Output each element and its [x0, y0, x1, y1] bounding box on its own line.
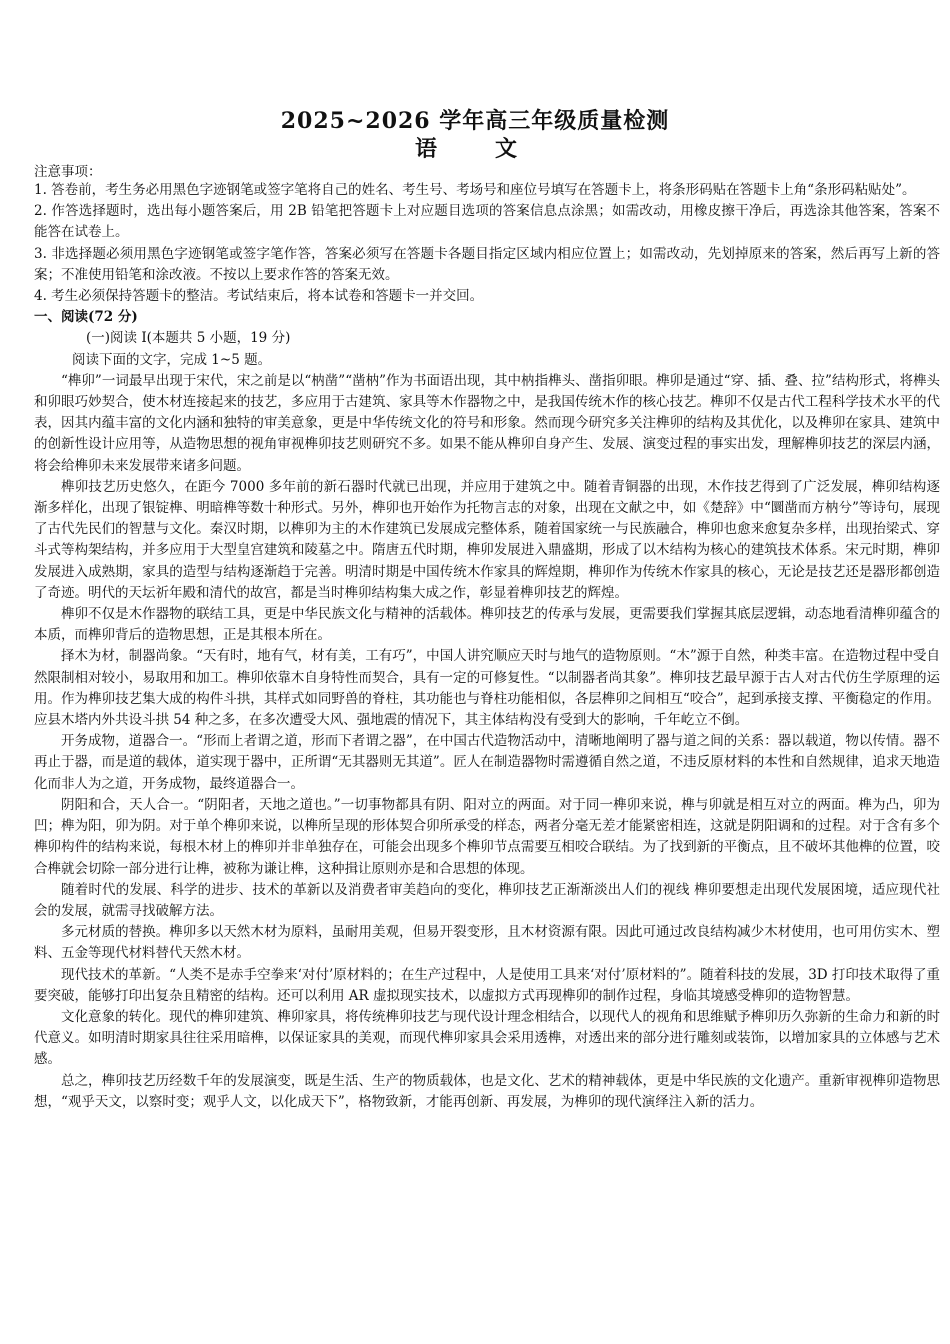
notice-item-1: 1. 答卷前，考生务必用黑色字迹钢笔或签字笔将自己的姓名、考生号、考场号和座位号填写在答题卡上，将条形码贴在答题卡上角“条形码粘贴处”。	[34, 182, 916, 198]
notice-item-4: 4. 考生必须保持答题卡的整洁。考试结束后，将本试卷和答题卡一并交回。	[34, 288, 484, 305]
passage-paragraph: 现代技术的革新。“人类不是赤手空拳来‘对付’原材料的；在生产过程中，人是使用工具来‘对付’原材料的”。随着科技的发展，3D 打印技术取得了重要突破，能够打印出复杂且精密的结构。还可以利用 AR 虚拟现实技术，以虚拟方式再现榫卯的制作过程，身临其境感受榫卯的造物智慧。	[34, 966, 940, 1004]
subject-title: 语 文	[414, 136, 535, 162]
passage-paragraph: 文化意象的转化。现代的榫卯建筑、榫卯家具，将传统榫卯技艺与现代设计理念相结合，以现代人的视角和思维赋予榫卯历久弥新的生命力和新的时代意义。如明清时期家具往往采用暗榫，以保证家具的美观，而现代榫卯家具会采用透榫，对透出来的部分进行雕刻或装饰，以增加家具的立体感与艺术感。	[34, 1008, 940, 1068]
exam-content	[34, 180, 940, 1113]
passage-paragraph: 阴阳和合，天人合一。“阴阳者，天地之道也。”一切事物都具有阴、阳对立的两面。对于同一榫卯来说，榫与卯就是相互对立的两面。榫为凸，卯为凹；榫为阳，卯为阴。对于单个榫卯来说，以榫所呈现的形体契合卯所承受的样态，两者分毫无差才能紧密相连，这就是阴阳调和的过程。对于含有多个榫卯构件的结构来说，每根木材上的榫卯并非单独存在，可能会出现多个榫卯节点需要互相咬合联结。为了找到新的平衡点，且不破坏其他榫的位置，咬合榫就会切除一部分进行让榫，被称为谦让榫，这种揖让原则亦是和合思想的体现。	[34, 796, 940, 877]
passage-paragraph: 择木为材，制器尚象。“天有时，地有气，材有美，工有巧”，中国人讲究顺应天时与地气的造物原则。“木”源于自然，种类丰富。在造物过程中受自然限制相对较小，易取用和加工。榫卯依靠木自身特性而契合，具有一定的可修复性。“以制器者尚其象”。榫卯技艺最早源于古人对古代仿生学原理的运用。作为榫卯技艺集大成的构件斗拱，其样式如同野兽的脊柱，其功能也与脊柱功能相似，各层榫卯之间相互“咬合”，起到承接支撑、平衡稳定的作用。应县木塔内外共设斗拱 54 种之多，在多次遭受大风、强地震的情况下，其主体结构没有受到大的影响，千年屹立不倒。	[34, 648, 940, 729]
notice-item-3: 3. 非选择题必须用黑色字迹钢笔或签字笔作答，答案必须写在答题卡各题目指定区域内相应位置上；如需改动，先划掉原来的答案，然后再写上新的答案；不准使用铅笔和涂改液。不按以上要求作答的答案无效。	[34, 245, 940, 283]
notice-item-2: 2. 作答选择题时，选出每小题答案后，用 2B 铅笔把答题卡上对应题目选项的答案信息点涂黑；如需改动，用橡皮擦干净后，再选涂其他答案，答案不能答在试卷上。	[34, 203, 940, 241]
passage-paragraph: 随着时代的发展、科学的进步、技术的革新以及消费者审美趋向的变化，榫卯技艺正渐渐淡出人们的视线 榫卯要想走出现代发展困境，适应现代社会的发展，就需寻找破解方法。	[34, 881, 940, 919]
section-heading: 一、阅读(72 分)	[34, 309, 138, 326]
exam-title: 2025~2026 学年高三年级质量检测	[280, 108, 670, 134]
reading-instruction: 阅读下面的文字，完成 1~5 题。	[72, 351, 272, 368]
passage-paragraph: 总之，榫卯技艺历经数千年的发展演变，既是生活、生产的物质载体，也是文化、艺术的精神载体，更是中华民族的文化遗产。重新审视榫卯造物思想，“观乎天文，以察时变；观乎人文，以化成天下”，格物致新，才能再创新、再发展，为榫卯的现代演绎注入新的活力。	[34, 1072, 940, 1110]
section-subheading: (一)阅读 I(本题共 5 小题，19 分)	[86, 330, 291, 347]
notice-heading: 注意事项：	[34, 164, 102, 180]
passage-paragraph: “榫卯”一词最早出现于宋代，宋之前是以“枘凿”“凿枘”作为书面语出现，其中枘指榫头、凿指卯眼。榫卯是通过“穿、插、叠、拉”结构形式，将榫头和卯眼巧妙契合，使木材连接起来的技艺，多应用于古建筑、家具等木作器物之中，是我国传统木作的核心技艺。榫卯不仅是古代工程科学技术水平的代表，因其内蕴丰富的文化内涵和独特的审美意象，更是中华传统文化的符号和形象。然而现今研究多关注榫卯的结构及其优化，以及榫卯在家具、建筑中的创新性设计应用等，从造物思想的视角审视榫卯技艺则研究不多。如果不能从榫卯自身产生、发展、演变过程的事实出发，理解榫卯技艺的深层内涵，将会给榫卯未来发展带来诸多问题。	[34, 372, 940, 474]
passage-paragraph: 榫卯不仅是木作器物的联结工具，更是中华民族文化与精神的活载体。榫卯技艺的传承与发展，更需要我们掌握其底层逻辑，动态地看清榫卯蕴含的本质，而榫卯背后的造物思想，正是其根本所在。	[34, 606, 940, 644]
passage-paragraph: 榫卯技艺历史悠久，在距今 7000 多年前的新石器时代就已出现，并应用于建筑之中。随着青铜器的出现，木作技艺得到了广泛发展，榫卯结构逐渐多样化，出现了银锭榫、明暗榫等数十种形式。另外，榫卯也开始作为托物言志的对象，出现在文献之中，如《楚辞》中“圜凿而方枘兮”等诗句，展现了古代先民们的智慧与文化。秦汉时期，以榫卯为主的木作建筑已发展成完整体系，随着国家统一与民族融合，榫卯也愈来愈复杂多样，出现抬梁式、穿斗式等构架结构，并多应用于大型皇宫建筑和陵墓之中。隋唐五代时期，榫卯发展进入鼎盛期，形成了以木结构为核心的建筑技术体系。宋元时期，榫卯发展进入成熟期，家具的造型与结构逐渐趋于完善。明清时期是中国传统木作家具的辉煌期，榫卯作为传统木作家具的核心，无论是技艺还是器形都创造了奇迹。明代的天坛祈年殿和清代的故宫，都是当时榫卯结构集大成之作，彰显着榫卯技艺的辉煌。	[34, 478, 940, 601]
passage-paragraph: 多元材质的替换。榫卯多以天然木材为原料，虽耐用美观，但易开裂变形，且木材资源有限。因此可通过改良结构减少木材使用，也可用仿实木、塑料、五金等现代材料替代天然木材。	[34, 924, 940, 962]
passage-paragraph: 开务成物，道器合一。“形而上者谓之道，形而下者谓之器”，在中国古代造物活动中，清晰地阐明了器与道之间的关系：器以载道，物以传情。器不再止于器，而是道的载体，道实现于器中，正所谓“无其器则无其道”。匠人在制造器物时需遵循自然之道，不违反原材料的本性和自然规律，追求天地造化而非人为之道，开务成物，最终道器合一。	[34, 733, 940, 792]
